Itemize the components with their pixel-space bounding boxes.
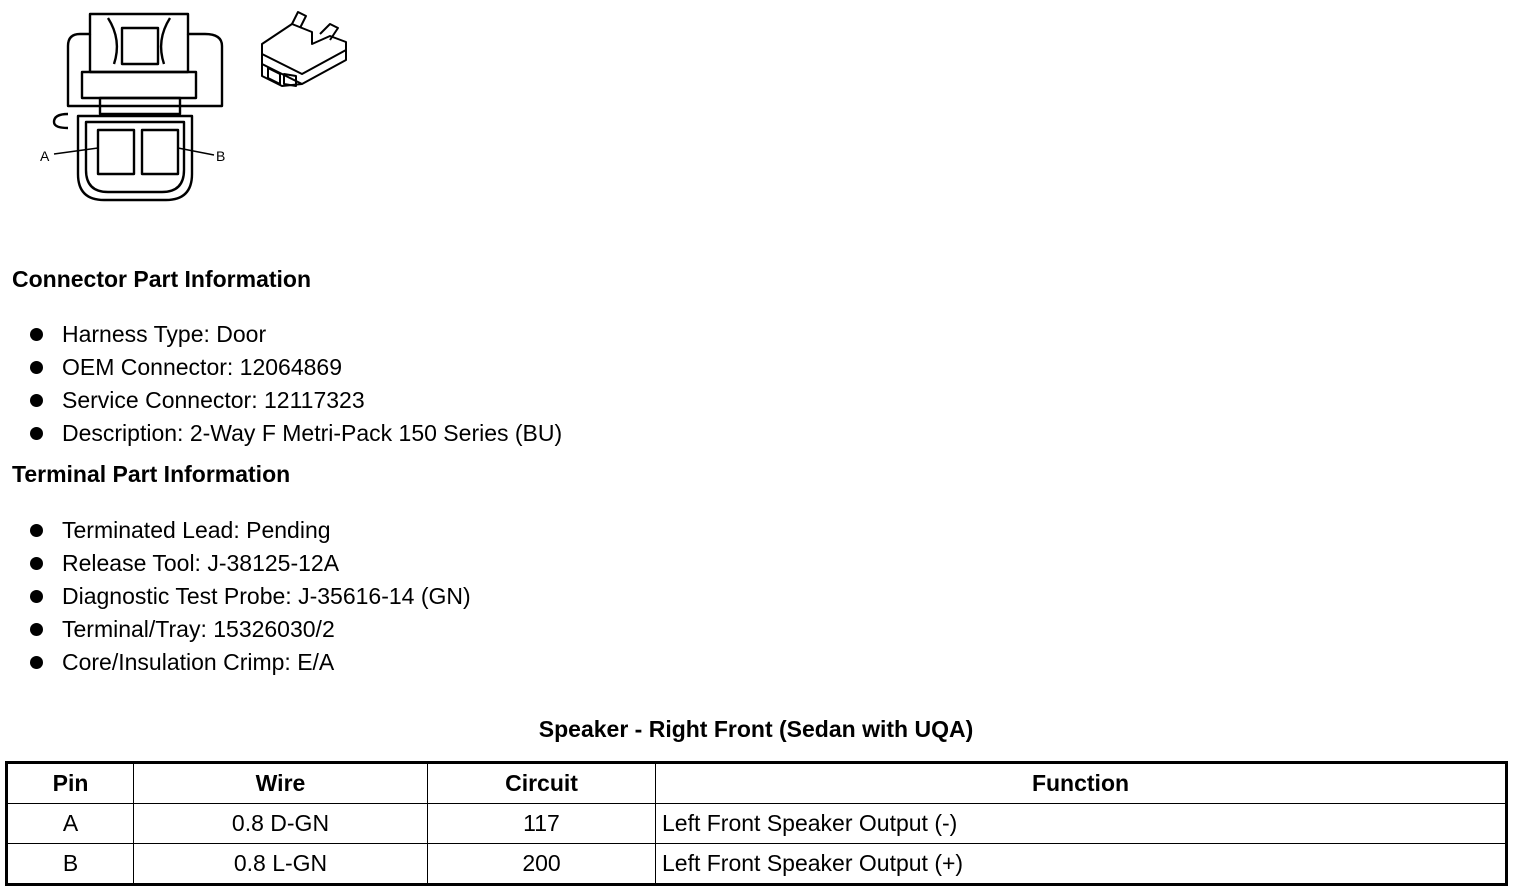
bullet-icon bbox=[30, 656, 43, 669]
connector-drawing bbox=[30, 4, 360, 209]
bullet-icon bbox=[30, 524, 43, 537]
list-item: Core/Insulation Crimp: E/A bbox=[28, 646, 471, 679]
header-pin: Pin bbox=[7, 763, 134, 804]
bullet-icon bbox=[30, 590, 43, 603]
cell-pin: A bbox=[7, 804, 134, 844]
list-item: Release Tool: J-38125-12A bbox=[28, 547, 471, 580]
table-header-row bbox=[7, 763, 1507, 804]
cell-wire: 0.8 D-GN bbox=[134, 804, 428, 844]
bullet-icon bbox=[30, 623, 43, 636]
header-circuit: Circuit bbox=[428, 763, 656, 804]
list-item: Diagnostic Test Probe: J-35616-14 (GN) bbox=[28, 580, 471, 613]
list-item: Description: 2-Way F Metri-Pack 150 Series (BU) bbox=[28, 417, 562, 450]
table-row bbox=[7, 844, 1507, 885]
pin-table bbox=[5, 761, 1508, 886]
cell-circuit: 117 bbox=[428, 804, 656, 844]
list-item: Terminated Lead: Pending bbox=[28, 514, 471, 547]
terminal-section-title: Terminal Part Information bbox=[12, 461, 291, 487]
cell-function: Left Front Speaker Output (-) bbox=[656, 804, 1507, 844]
cell-pin: B bbox=[7, 844, 134, 885]
bullet-icon bbox=[30, 328, 43, 341]
header-function: Function bbox=[656, 763, 1507, 804]
pin-a-callout: A bbox=[40, 148, 50, 164]
connector-info-list bbox=[28, 318, 562, 450]
header-wire: Wire bbox=[134, 763, 428, 804]
bullet-icon bbox=[30, 361, 43, 374]
cell-circuit: 200 bbox=[428, 844, 656, 885]
terminal-info-list bbox=[28, 514, 471, 679]
list-item: Terminal/Tray: 15326030/2 bbox=[28, 613, 471, 646]
cell-function: Left Front Speaker Output (+) bbox=[656, 844, 1507, 885]
list-item: Service Connector: 12117323 bbox=[28, 384, 562, 417]
bullet-icon bbox=[30, 557, 43, 570]
connector-section-title: Connector Part Information bbox=[12, 266, 312, 292]
list-item: OEM Connector: 12064869 bbox=[28, 351, 562, 384]
cell-wire: 0.8 L-GN bbox=[134, 844, 428, 885]
table-row bbox=[7, 804, 1507, 844]
bullet-icon bbox=[30, 394, 43, 407]
bullet-icon bbox=[30, 427, 43, 440]
list-item: Harness Type: Door bbox=[28, 318, 562, 351]
pin-b-callout: B bbox=[216, 148, 226, 164]
table-title: Speaker - Right Front (Sedan with UQA) bbox=[538, 716, 974, 742]
